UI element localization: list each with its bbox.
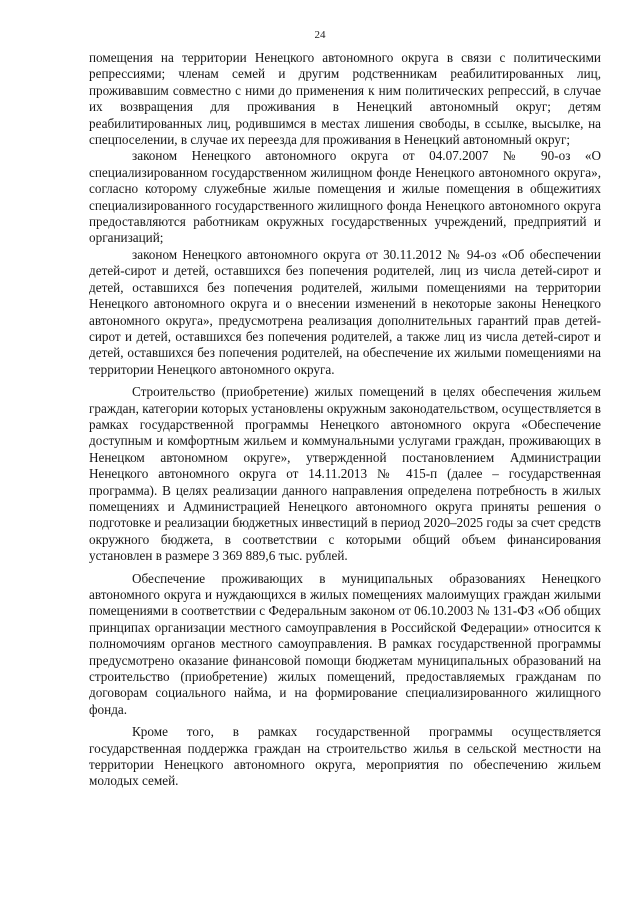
document-body — [89, 50, 601, 796]
paragraph-repressed-persons: помещения на территории Ненецкого автономного округа в связи с политическими репрессиями; членам семей и другим родственникам реабилитированных лиц, проживавшим совместно с ними до применения к ним политических репрессий, в случае их возвращения для проживания в Ненецкий автономный округ; детям реабилитированных лиц, родившимся в местах лишения свободы, в ссылке, высылке, на спецпоселении, в случае их переезда для проживания в Ненецкий автономный округ; — [89, 50, 601, 148]
page-number: 24 — [314, 29, 326, 41]
paragraph-construction: Строительство (приобретение) жилых помещений в целях обеспечения жильем граждан, категории которых установлены окружным законодательством, осуществляется в рамках государственной программы Ненецкого автономного округа «Обеспечение доступным и комфортным жильем и коммунальными услугами граждан, проживающих в Ненецком автономном округе», утвержденной постановлением Администрации Ненецкого автономного округа от 14.11.2013 № 415-п (далее – государственная программа). В целях реализации данного направления определена потребность в жилых помещениях и Администрацией Ненецкого автономного округа приняты решения о подготовке и реализации бюджетных инвестиций в период 2020–2025 годы за счет средств окружного бюджета, в соответствии с которыми общий объем финансирования установлен в размере 3 369 889,6 тыс. рублей. — [89, 384, 601, 564]
paragraph-law-90-oz: законом Ненецкого автономного округа от 04.07.2007 № 90-оз «О специализированном государственном жилищном фонде Ненецкого автономного округа», согласно которому служебные жилые помещения и жилые помещения в общежитиях специализированного государственного жилищного фонда Ненецкого автономного округа предоставляются работникам окружных государственных учреждений, предприятий и организаций; — [89, 148, 601, 246]
paragraph-municipal-housing: Обеспечение проживающих в муниципальных образованиях Ненецкого автономного округа и нуждающихся в жилых помещениях малоимущих граждан жилыми помещениями в соответствии с Федеральным законом от 06.10.2003 № 131-ФЗ «Об общих принципах организации местного самоуправления в Российской Федерации» относится к полномочиям органов местного самоуправления. В рамках государственной программы предусмотрено оказание финансовой помощи бюджетам муниципальных образований на строительство (приобретение) жилых помещений, предоставляемых гражданам по договорам социального найма, и на формирование специализированного жилищного фонда. — [89, 570, 601, 717]
paragraph-state-support: Кроме того, в рамках государственной программы осуществляется государственная поддержка граждан на строительство жилья в сельской местности на территории Ненецкого автономного округа, мероприятия по обеспечению жильем молодых семей. — [89, 724, 601, 789]
paragraph-law-94-oz: законом Ненецкого автономного округа от 30.11.2012 № 94-оз «Об обеспечении детей-сирот и детей, оставшихся без попечения родителей, лиц из числа детей-сирот и детей, оставшихся без попечения родителей, жилыми помещениями на территории Ненецкого автономного округа и о внесении изменений в некоторые законы Ненецкого автономного округа», предусмотрена реализация дополнительных гарантий прав детей-сирот и детей, оставшихся без попечения родителей, а также лиц из числа детей-сирот и детей, оставшихся без попечения родителей, на обеспечение их жилыми помещениями на территории Ненецкого автономного округа. — [89, 246, 601, 377]
